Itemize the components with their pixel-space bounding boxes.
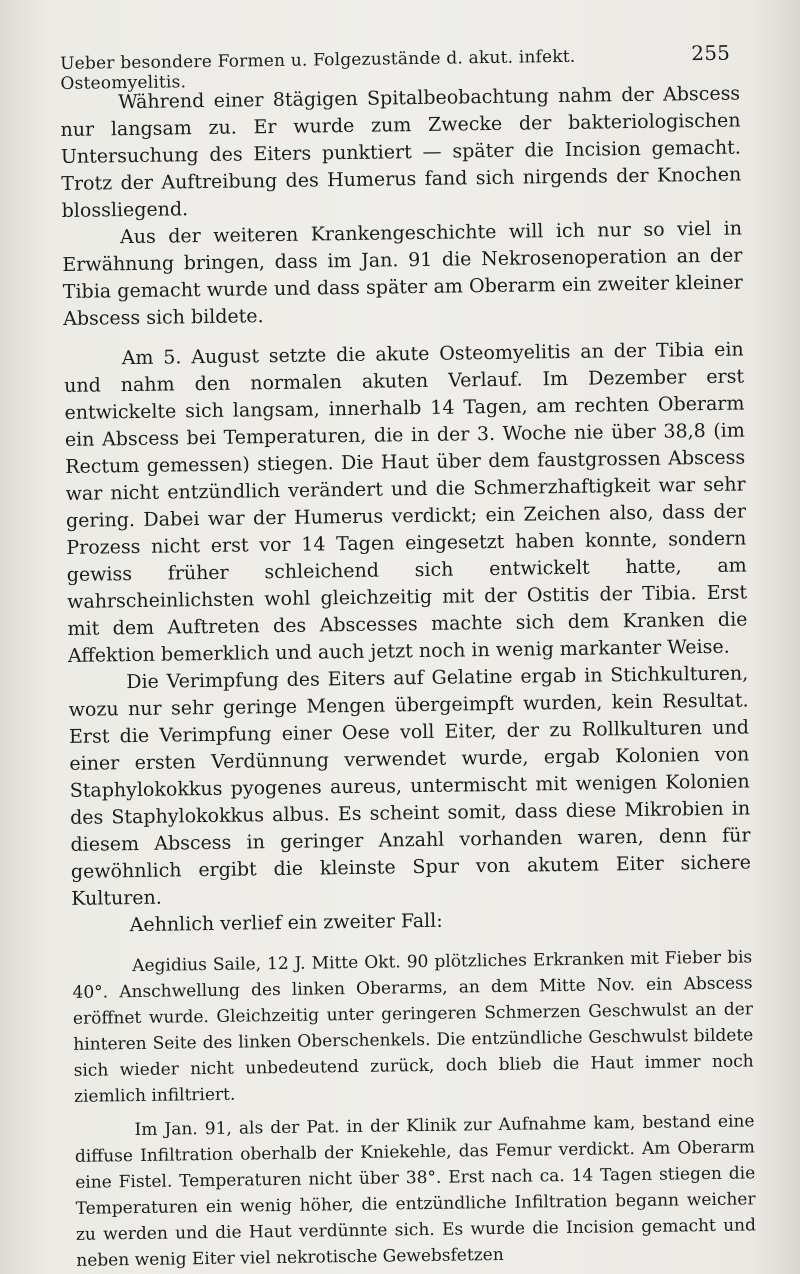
- page-number: 255: [691, 40, 731, 66]
- main-text: [60, 81, 752, 940]
- paragraph: Aehnlich verlief ein zweiter Fall:: [129, 909, 443, 937]
- running-title: Ueber besondere Formen u. Folgezustände d. akut. infekt. Osteomyelitis.: [60, 46, 576, 94]
- paragraph: Während einer 8tägigen Spitalbeobachtung nahm der Abscess nur langsam zu. Er wurde zum Zwecke der bakteriologischen Untersuchung des Eiters punktiert — später die Incision gemacht. Trotz der Auftreibung des Humerus fand sich nirgends der Knochen blossliegend.: [60, 82, 742, 222]
- case-paragraph: Aegidius Saile, 12 J. Mitte Okt. 90 plötzliches Erkranken mit Fieber bis 40°. Anschwellung des linken Oberarms, an dem Mitte Nov. ein Abscess eröffnet wurde. Gleichzeitig unter geringeren Schmerzen Geschwulst an der hinteren Seite des linken Oberschenkels. Die entzündliche Geschwulst bildete sich wieder nicht unbedeutend zurück, doch blieb die Haut immer noch ziemlich infiltriert.: [72, 947, 754, 1107]
- paragraph: Aus der weiteren Krankengeschichte will ich nur so viel in Erwähnung bringen, dass im Jan. 91 die Nekrosenoperation an der Tibia gemacht wurde und dass später am Oberarm ein zweiter kleiner Abscess sich bildete.: [62, 217, 743, 330]
- paragraph: Am 5. August setzte die akute Osteomyelitis an der Tibia ein und nahm den normalen akuten Verlauf. Im Dezember erst entwickelte sich langsam, innerhalb 14 Tagen, am rechten Oberarm ein Abscess bei Temperaturen, die in der 3. Woche nie über 38,8 (im Rectum gemessen) stiegen. Die Haut über dem faustgrossen Abscess war nicht entzündlich verändert und die Schmerzhaftigkeit war sehr gering. Dabei war der Humerus verdickt; ein Zeichen also, dass der Prozess nicht erst vor 14 Tagen eingesetzt haben konnte, sondern gewiss früher schleichend sich entwickelt hatte, am wahrscheinlichsten wohl gleichzeitig mit der Ostitis der Tibia. Erst mit dem Auftreten des Abscesses machte sich dem Kranken die Affektion bemerklich und auch jetzt noch in wenig markanter Weise.: [63, 338, 748, 667]
- case-report: [72, 944, 756, 1273]
- paragraph: Die Verimpfung des Eiters auf Gelatine ergab in Stichkulturen, wozu nur sehr geringe Mengen übergeimpft wurden, kein Resultat. Erst die Verimpfung einer Oese voll Eiter, der zu Rollkulturen und einer ersten Verdünnung verwendet wurde, ergab Kolonien von Staphylokokkus pyogenes aureus, untermischt mit wenigen Kolonien des Staphylokokkus albus. Es scheint somit, dass diese Mikrobien in diesem Abscess in geringer Anzahl vorhanden waren, denn für gewöhnlich ergibt die kleinste Spur von akutem Eiter sichere Kulturen.: [68, 662, 752, 910]
- page-body: [60, 81, 756, 1274]
- case-paragraph: Im Jan. 91, als der Pat. in der Klinik zur Aufnahme kam, bestand eine diffuse Infiltration oberhalb der Kniekehle, das Femur verdickt. Am Oberarm eine Fistel. Temperaturen nicht über 38°. Erst nach ca. 14 Tagen stiegen die Temperaturen ein wenig höher, die entzündliche Infiltration begann weicher zu werden und die Haut verdünnte sich. Es wurde die Incision gemacht und neben wenig Eiter viel nekrotische Gewebsfetzen: [74, 1111, 757, 1271]
